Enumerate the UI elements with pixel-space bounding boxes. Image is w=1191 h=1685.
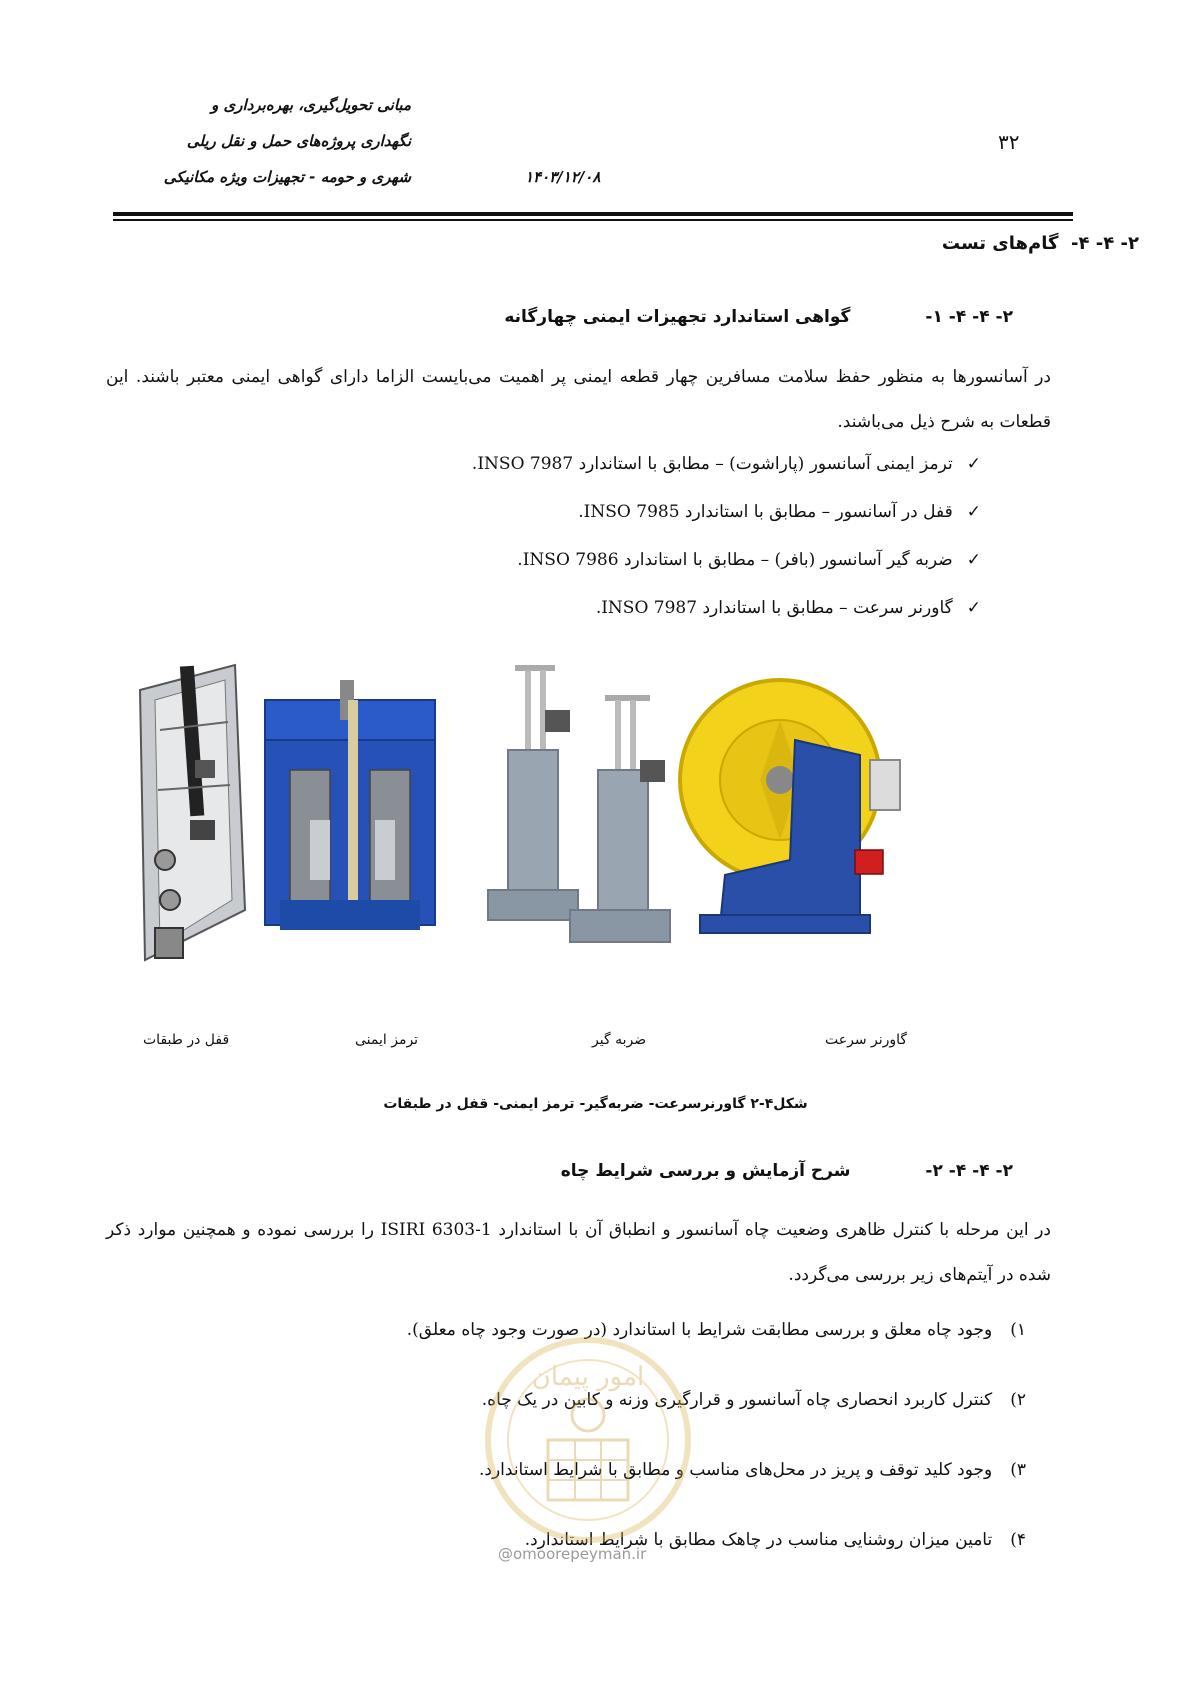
watermark-url: @omoorepeyman.ir [498, 1545, 647, 1563]
figure-label-door-lock: قفل در طبقات [143, 1032, 230, 1048]
header-title-line-2: نگهداری پروژه‌های حمل و نقل ریلی [186, 132, 411, 150]
header-date: ۱۴۰۳/۱۲/۰۸ [525, 168, 601, 186]
door-lock-image [140, 665, 245, 960]
figure-label-governor: گاورنر سرعت [825, 1032, 908, 1048]
list-item: ✓ ترمز ایمنی آسانسور (پاراشوت) – مطابق با استاندارد INSO 7987. [472, 440, 981, 488]
item-text: وجود کلید توقف و پریز در محل‌های مناسب و مطابق با شرایط استاندارد. [479, 1460, 993, 1480]
subsection-1-number: ۲- ۴- ۴- ۱- [925, 307, 1013, 327]
section-heading [942, 233, 1139, 254]
paragraph-1: در آسانسورها به منظور حفظ سلامت مسافرین چهار قطعه ایمنی پر اهمیت می‌بایست الزاما دارای گواهی ایمنی معتبر باشند. این قطعات به شرح ذیل می‌باشند. [106, 367, 1051, 432]
item-number: ۴) [1010, 1530, 1026, 1550]
list-item: ✓ قفل در آسانسور – مطابق با استاندارد INSO 7985. [472, 488, 981, 536]
paragraph-2: در این مرحله با کنترل ظاهری وضعیت چاه آسانسور و انطباق آن با استاندارد ISIRI 6303-1 را بررسی نموده و همچنین موارد ذکر شده در آیتم‌های زیر بررسی می‌گردد. [106, 1220, 1051, 1285]
buffer-image [488, 665, 670, 942]
svg-text:امور پیمان: امور پیمان [531, 1362, 645, 1392]
subsection-2-number: ۲- ۴- ۴- ۲- [925, 1161, 1013, 1181]
page-number: ۳۲ [998, 130, 1020, 154]
figure-label-buffer: ضربه گیر [592, 1032, 647, 1048]
header-divider-thick [113, 212, 1073, 216]
header-title-line-1: مبانی تحویل‌گیری، بهره‌برداری و [211, 96, 411, 114]
checkmark-icon: ✓ [966, 502, 981, 522]
subsection-2-heading [561, 1161, 1013, 1181]
safety-components-list [472, 440, 981, 632]
speed-governor-image [680, 680, 900, 933]
figure-caption: شکل۴-۲ گاورنرسرعت- ضربه‌گیر- ترمز ایمنی- قفل در طبقات [383, 1096, 808, 1112]
checkmark-icon: ✓ [966, 598, 981, 618]
header-divider-thin [113, 219, 1073, 221]
item-number: ۳) [1010, 1460, 1026, 1480]
item-text: کنترل کاربرد انحصاری چاه آسانسور و قرارگیری وزنه و کابین در یک چاه. [481, 1390, 993, 1410]
list-item: ✓ ضربه گیر آسانسور (بافر) – مطابق با استاندارد INSO 7986. [472, 536, 981, 584]
section-title: گام‌های تست [941, 233, 1059, 254]
item-text: وجود چاه معلق و بررسی مطابقت شرایط با استاندارد (در صورت وجود چاه معلق). [406, 1320, 993, 1340]
checkmark-icon: ✓ [966, 550, 981, 570]
item-number: ۲) [1010, 1390, 1026, 1410]
subsection-2-title: شرح آزمایش و بررسی شرایط چاه [560, 1161, 851, 1181]
header-title-line-3: شهری و حومه - تجهیزات ویژه مکانیکی [163, 168, 411, 186]
list-item: ✓ گاورنر سرعت – مطابق با استاندارد INSO 7987. [472, 584, 981, 632]
item-number: ۱) [1010, 1320, 1026, 1340]
section-number: ۲- ۴- ۴- [1071, 233, 1139, 254]
checkmark-icon: ✓ [966, 454, 981, 474]
item-text: تامین میزان روشنایی مناسب در چاهک مطابق با شرایط استاندارد. [524, 1530, 993, 1550]
figure-label-safety-brake: ترمز ایمنی [355, 1032, 419, 1048]
safety-components-figure [100, 660, 940, 1005]
safety-brake-image [265, 680, 435, 930]
watermark-logo [478, 1330, 698, 1550]
subsection-1-heading [504, 307, 1013, 327]
subsection-1-title: گواهی استاندارد تجهیزات ایمنی چهارگانه [504, 307, 851, 327]
